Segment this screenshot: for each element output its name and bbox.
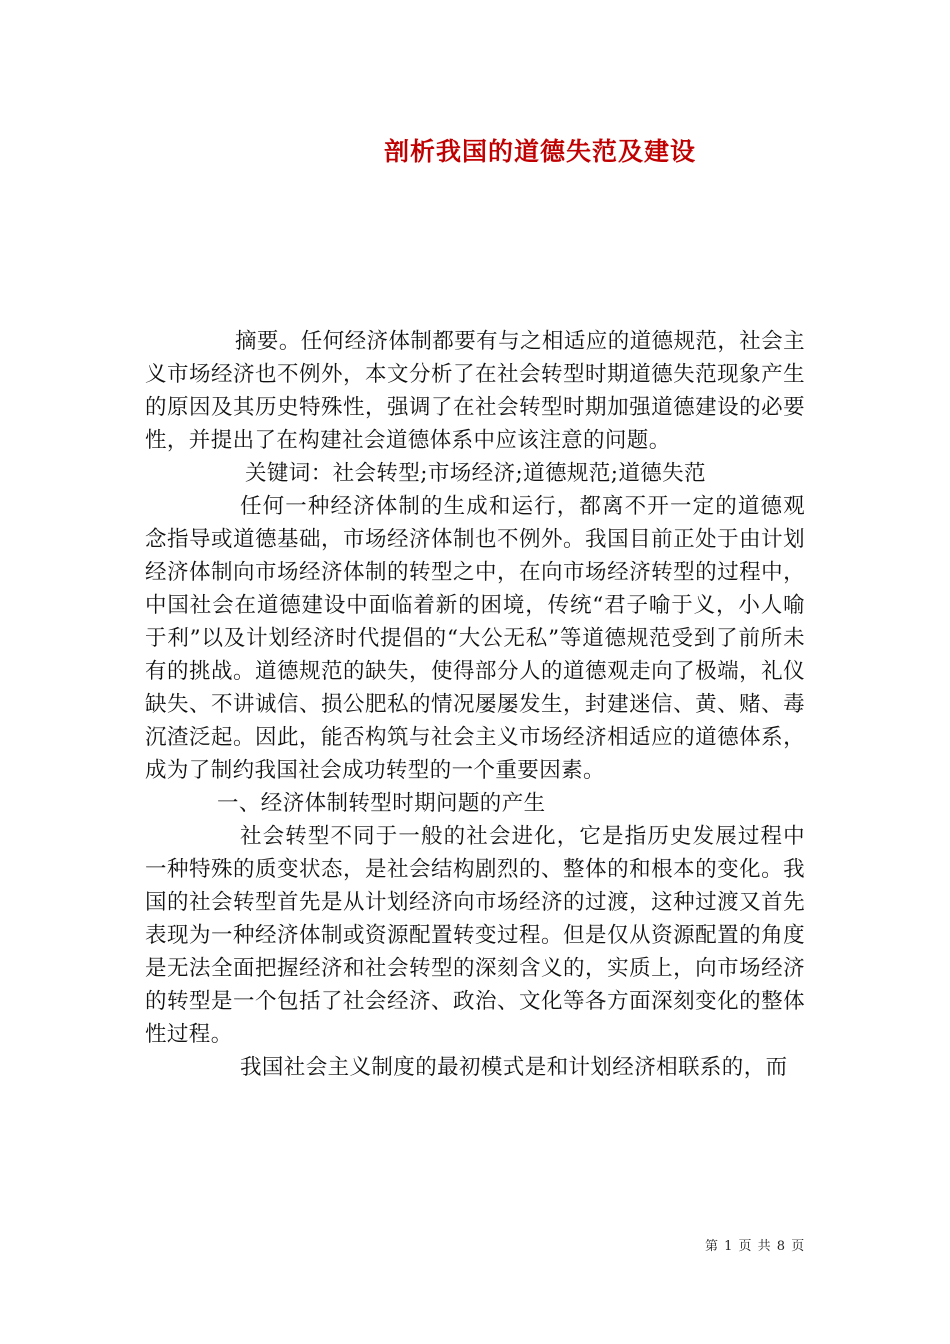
- keywords-line: 关键词：社会转型;市场经济;道德规范;道德失范: [245, 461, 706, 486]
- document-body: [145, 325, 805, 1084]
- body-paragraph: 我国社会主义制度的最初模式是和计划经济相联系的，而: [240, 1055, 788, 1080]
- body-paragraph: 任何一种经济体制的生成和运行，都离不开一定的道德观念指导或道德基础，市场经济体制也不例外。我国目前正处于由计划经济体制向市场经济体制的转型之中，在向市场经济转型的过程中，中国社会在道德建设中面临着新的困境，传统“君子喻于义，小人喻于利”以及计划经济时代提倡的“大公无私”等道德规范受到了前所未有的挑战。道德规范的缺失，使得部分人的道德观走向了极端，礼仪缺失、不讲诚信、损公肥私的情况屡屡发生，封建迷信、黄、赌、毒沉渣泛起。因此，能否构筑与社会主义市场经济相适应的道德体系，成为了制约我国社会成功转型的一个重要因素。: [145, 494, 805, 783]
- abstract-paragraph: 摘要。任何经济体制都要有与之相适应的道德规范，社会主义市场经济也不例外，本文分析了在社会转型时期道德失范现象产生的原因及其历史特殊性，强调了在社会转型时期加强道德建设的必要性，并提出了在构建社会道德体系中应该注意的问题。: [145, 329, 805, 453]
- section-heading: 一、经济体制转型时期问题的产生: [217, 791, 546, 816]
- page-footer: 第 1 页 共 8 页: [705, 1239, 806, 1254]
- body-paragraph: 社会转型不同于一般的社会进化，它是指历史发展过程中一种特殊的质变状态，是社会结构剧烈的、整体的和根本的变化。我国的社会转型首先是从计划经济向市场经济的过渡，这种过渡又首先表现为一种经济体制或资源配置转变过程。但是仅从资源配置的角度是无法全面把握经济和社会转型的深刻含义的，实质上，向市场经济的转型是一个包括了社会经济、政治、文化等各方面深刻变化的整体性过程。: [145, 824, 805, 1047]
- document-title: 剖析我国的道德失范及建设: [383, 137, 696, 166]
